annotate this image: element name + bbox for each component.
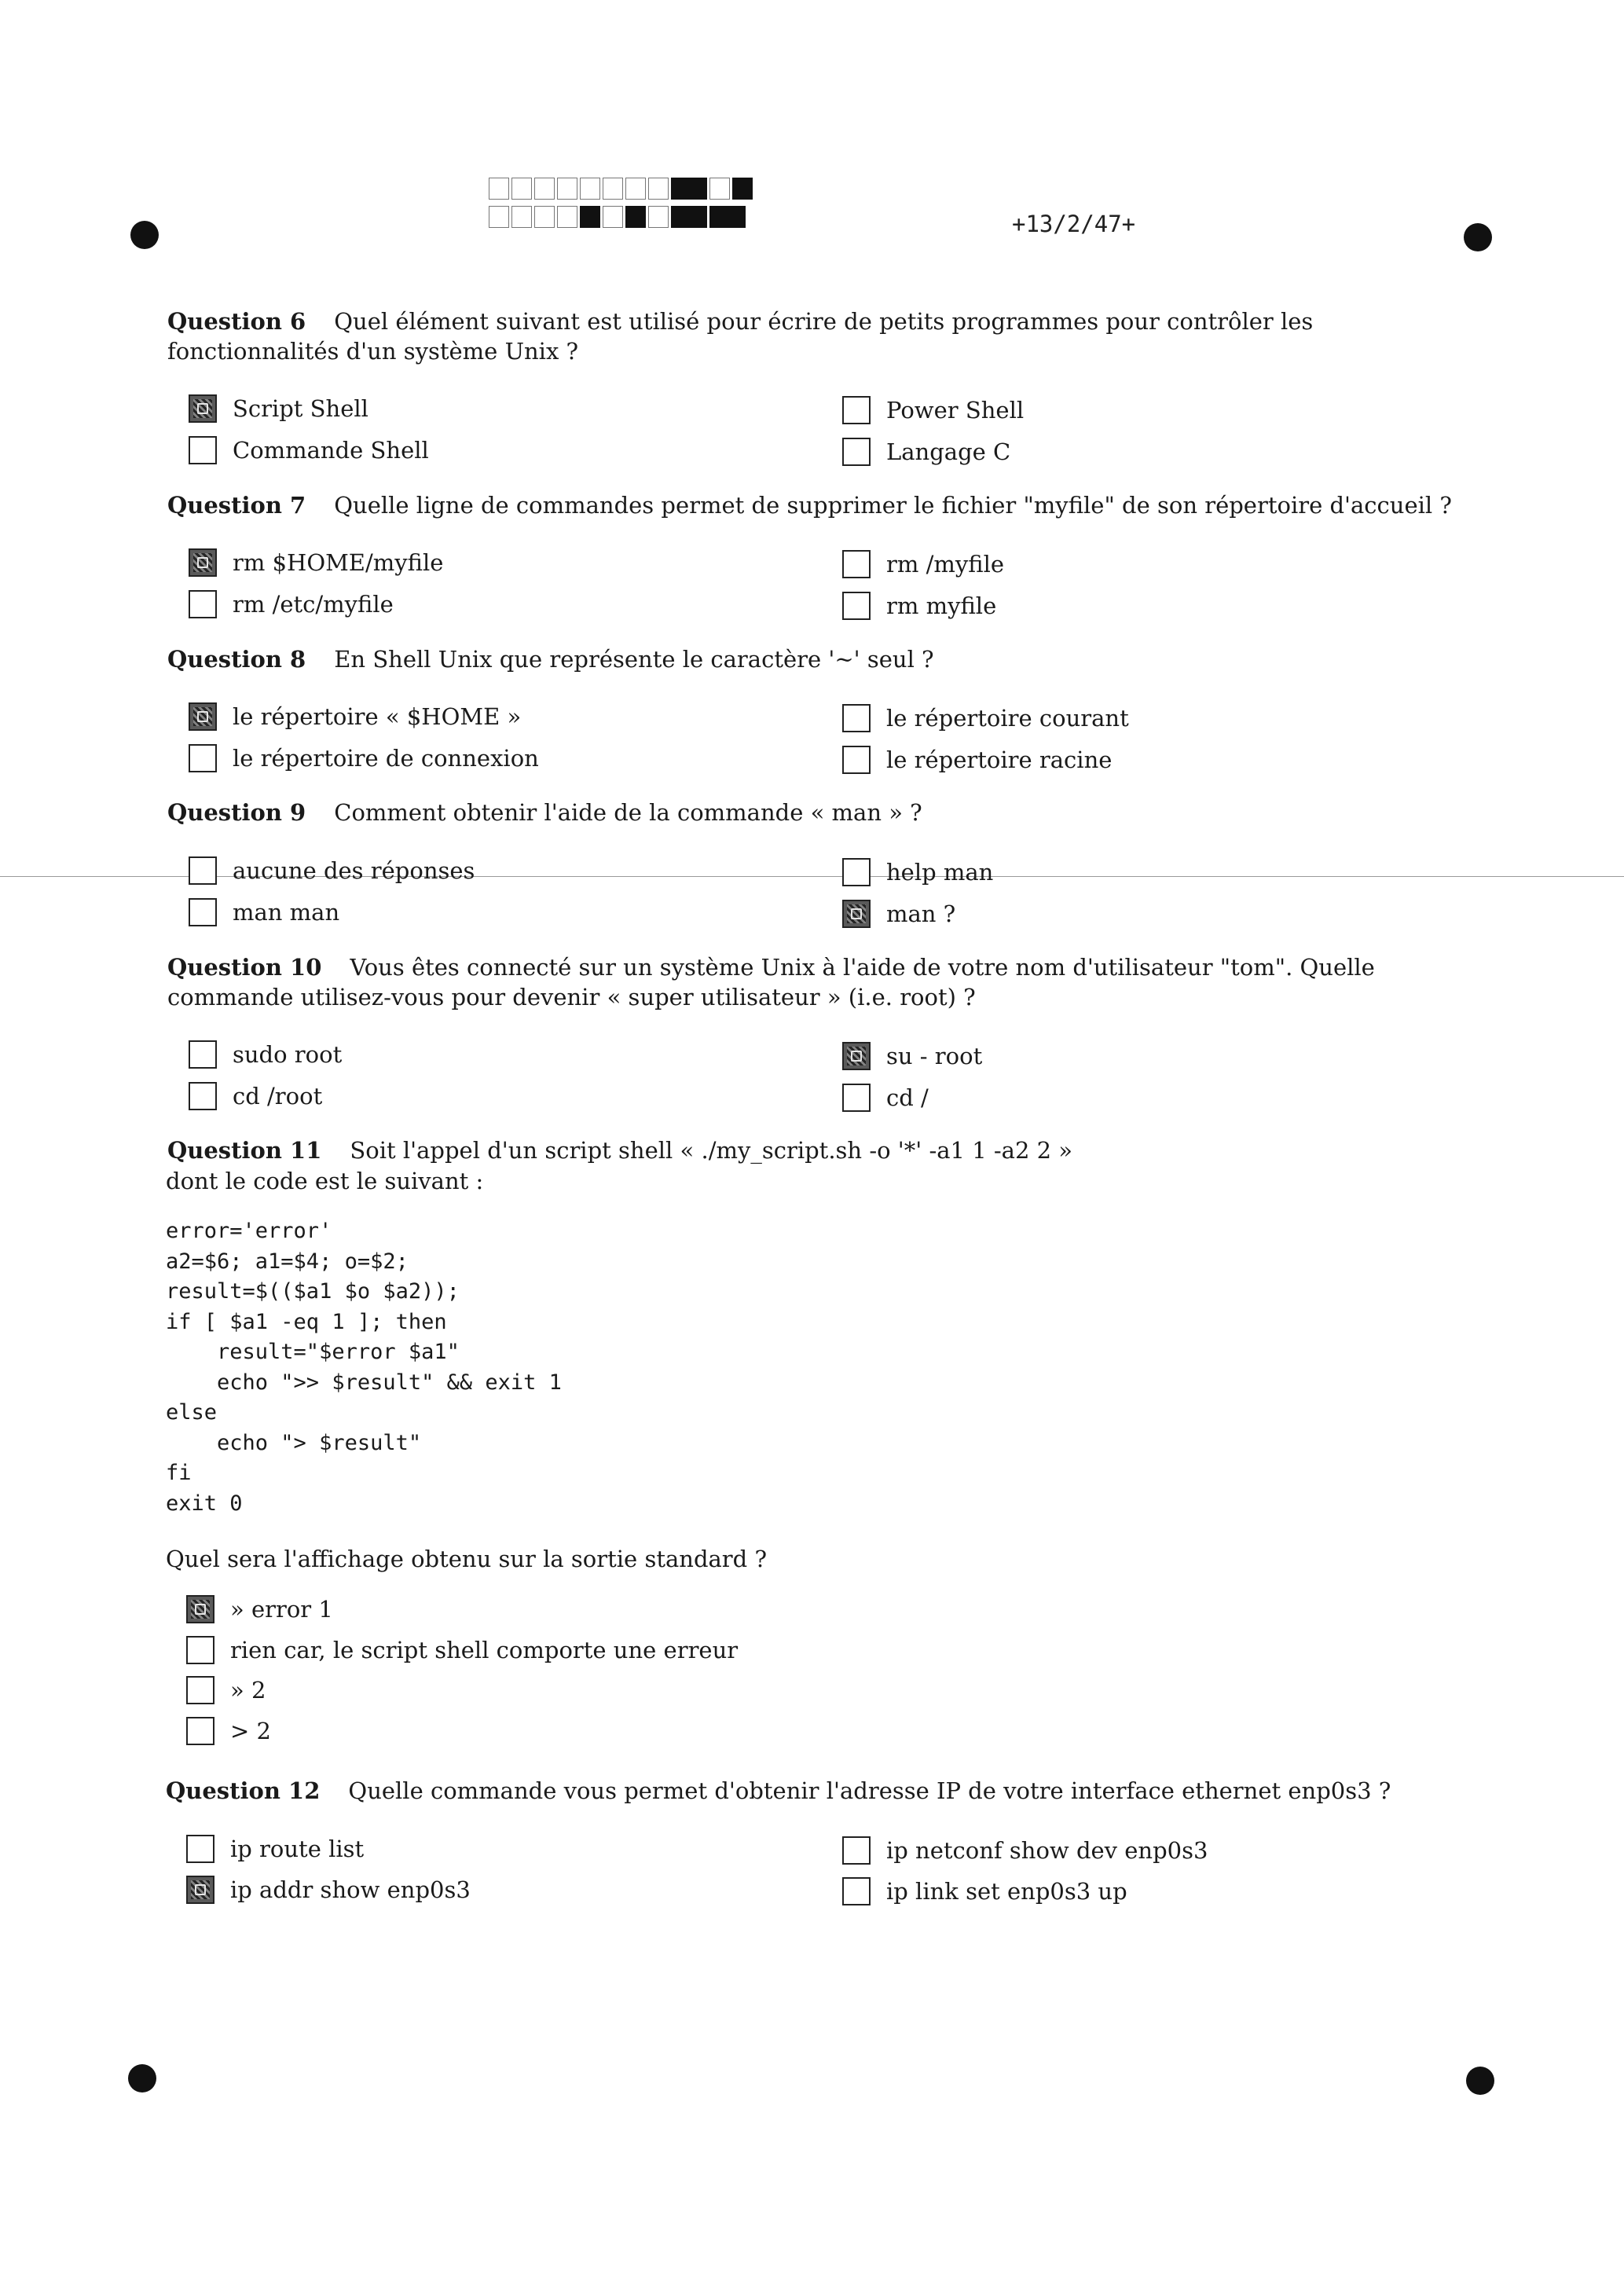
checkbox-checked[interactable] — [189, 394, 217, 423]
option-label: le répertoire racine — [886, 746, 1113, 773]
option[interactable] — [186, 1874, 471, 1905]
question-6 — [167, 306, 1456, 366]
option-label: help man — [886, 859, 994, 886]
code-row-2 — [489, 206, 755, 229]
option[interactable] — [189, 393, 368, 424]
checkbox[interactable] — [842, 550, 871, 578]
option-label: rm $HOME/myfile — [233, 549, 444, 576]
option[interactable] — [842, 744, 1112, 776]
question-text: Soit l'appel d'un script shell « ./my_script.sh -o '*' -a1 1 -a2 2 » — [350, 1137, 1073, 1164]
option-label: Langage C — [886, 438, 1011, 465]
checkbox-checked[interactable] — [189, 548, 217, 577]
option-label: cd / — [886, 1084, 929, 1111]
option-label: > 2 — [230, 1718, 271, 1744]
checkbox[interactable] — [189, 590, 217, 618]
option[interactable] — [186, 1715, 271, 1747]
option[interactable] — [842, 548, 1004, 580]
option[interactable] — [842, 590, 996, 622]
page-code-boxes — [489, 178, 755, 234]
option[interactable] — [189, 1080, 322, 1112]
option-label: ip netconf show dev enp0s3 — [886, 1837, 1208, 1864]
question-7 — [167, 490, 1456, 520]
checkbox[interactable] — [842, 704, 871, 732]
question-11 — [167, 1135, 1456, 1165]
checkbox[interactable] — [842, 396, 871, 424]
option-label: le répertoire « $HOME » — [233, 703, 522, 730]
checkbox[interactable] — [189, 1040, 217, 1069]
code-cell — [603, 178, 623, 200]
question-title: Question 12 — [166, 1777, 321, 1804]
checkbox[interactable] — [842, 1836, 871, 1865]
code-cell — [557, 178, 577, 200]
code-cell — [709, 178, 730, 200]
code-cell — [511, 178, 532, 200]
question-title: Question 11 — [167, 1137, 322, 1164]
option-label: rien car, le script shell comporte une erreur — [230, 1637, 739, 1663]
code-cell — [489, 178, 509, 200]
registration-mark-top-left — [130, 221, 159, 249]
code-cell — [511, 206, 532, 228]
question-title: Question 10 — [167, 954, 322, 981]
question-10 — [167, 952, 1456, 1012]
checkbox-checked[interactable] — [186, 1876, 214, 1904]
option-label: man ? — [886, 900, 956, 927]
code-cell — [557, 206, 577, 228]
code-block: error='error' a2=$6; a1=$4; o=$2; result=$(($a1 $o $a2)); if [ $a1 -eq 1 ]; then result="$error $a1" echo ">> $result" && exit 1 else echo "> $result" fi exit 0 — [166, 1219, 562, 1516]
option-label: ip route list — [230, 1836, 365, 1862]
code-row-1 — [489, 178, 755, 201]
option-label: aucune des réponses — [233, 857, 475, 884]
option[interactable] — [186, 1594, 333, 1625]
checkbox[interactable] — [186, 1636, 214, 1664]
checkbox[interactable] — [189, 436, 217, 464]
option-label: su - root — [886, 1043, 983, 1069]
option-label: Power Shell — [886, 397, 1025, 424]
option-label: man man — [233, 899, 340, 926]
option[interactable] — [189, 855, 475, 886]
question-text: Quel élément suivant est utilisé pour écrire de petits programmes pour contrôler les fonctionnalités d'un système Unix ? — [167, 308, 1314, 365]
checkbox[interactable] — [842, 746, 871, 774]
checkbox-checked[interactable] — [842, 900, 871, 928]
option[interactable] — [842, 1082, 929, 1113]
option-label: rm /etc/myfile — [233, 591, 394, 618]
question-title: Question 6 — [167, 308, 306, 335]
option[interactable] — [842, 1040, 982, 1072]
code-cell — [671, 178, 707, 200]
option[interactable] — [189, 897, 339, 928]
option[interactable] — [842, 898, 955, 930]
code-cell — [580, 178, 600, 200]
option-label: le répertoire courant — [886, 705, 1129, 732]
question-title: Question 8 — [167, 646, 306, 673]
checkbox[interactable] — [189, 856, 217, 885]
option-label: ip link set enp0s3 up — [886, 1878, 1127, 1905]
question-prompt: Quel sera l'affichage obtenu sur la sortie standard ? — [166, 1546, 767, 1572]
option[interactable] — [186, 1674, 266, 1706]
question-text: En Shell Unix que représente le caractère '~' seul ? — [334, 646, 934, 673]
option[interactable] — [189, 1039, 342, 1070]
option-label: le répertoire de connexion — [233, 745, 539, 772]
option[interactable] — [186, 1634, 738, 1666]
option[interactable] — [842, 394, 1024, 426]
code-cell — [603, 206, 623, 228]
question-title: Question 9 — [167, 799, 306, 826]
question-text: Comment obtenir l'aide de la commande « man » ? — [334, 799, 922, 826]
checkbox-checked[interactable] — [186, 1595, 214, 1623]
registration-mark-bottom-left — [128, 2064, 156, 2092]
question-12 — [166, 1776, 1454, 1806]
option[interactable] — [842, 1835, 1208, 1866]
code-cell — [534, 206, 555, 228]
checkbox[interactable] — [186, 1676, 214, 1704]
checkbox[interactable] — [189, 744, 217, 772]
code-cell — [625, 178, 646, 200]
option[interactable] — [842, 702, 1129, 734]
option-label: Commande Shell — [233, 437, 429, 464]
checkbox[interactable] — [842, 1877, 871, 1905]
question-9 — [167, 798, 1456, 827]
checkbox[interactable] — [842, 592, 871, 620]
question-text: Quelle ligne de commandes permet de supprimer le fichier "myfile" de son répertoire d'accueil ? — [334, 492, 1452, 519]
option[interactable] — [189, 589, 394, 620]
code-cell — [709, 206, 746, 228]
code-cell — [732, 178, 753, 200]
page-id: +13/2/47+ — [1012, 211, 1136, 237]
checkbox-checked[interactable] — [842, 1042, 871, 1070]
checkbox[interactable] — [186, 1717, 214, 1745]
option[interactable] — [842, 856, 993, 888]
code-cell — [648, 178, 669, 200]
option-label: rm /myfile — [886, 551, 1005, 578]
option-label: » error 1 — [230, 1596, 333, 1623]
checkbox[interactable] — [842, 858, 871, 886]
question-title: Question 7 — [167, 492, 306, 519]
option[interactable] — [189, 743, 539, 774]
question-text: Vous êtes connecté sur un système Unix à l'aide de votre nom d'utilisateur "tom". Quelle commande utilisez-vous pour devenir « super utilisateur » (i.e. root) ? — [167, 954, 1375, 1010]
checkbox[interactable] — [189, 1082, 217, 1110]
registration-mark-bottom-right — [1466, 2067, 1494, 2095]
code-cell — [534, 178, 555, 200]
option[interactable] — [189, 701, 521, 732]
code-cell — [648, 206, 669, 228]
code-cell — [625, 206, 646, 228]
option[interactable] — [189, 547, 443, 578]
registration-mark-top-right — [1464, 223, 1492, 251]
question-text: Quelle commande vous permet d'obtenir l'adresse IP de votre interface ethernet enp0s3 ? — [348, 1777, 1391, 1804]
option-label: » 2 — [230, 1677, 266, 1704]
option[interactable] — [842, 1876, 1127, 1907]
checkbox[interactable] — [189, 898, 217, 926]
checkbox-checked[interactable] — [189, 702, 217, 731]
option[interactable] — [842, 436, 1010, 468]
checkbox[interactable] — [842, 438, 871, 466]
option-label: cd /root — [233, 1083, 323, 1109]
option-label: rm myfile — [886, 592, 997, 619]
question-8 — [167, 644, 1456, 674]
option[interactable] — [189, 435, 429, 466]
checkbox[interactable] — [186, 1835, 214, 1863]
option-label: sudo root — [233, 1041, 343, 1068]
option-label: Script Shell — [233, 395, 368, 422]
checkbox[interactable] — [842, 1084, 871, 1112]
question-text-continued: dont le code est le suivant : — [166, 1168, 484, 1194]
option-label: ip addr show enp0s3 — [230, 1876, 471, 1903]
code-cell — [489, 206, 509, 228]
code-cell — [671, 206, 707, 228]
option[interactable] — [186, 1833, 364, 1865]
code-cell — [580, 206, 600, 228]
